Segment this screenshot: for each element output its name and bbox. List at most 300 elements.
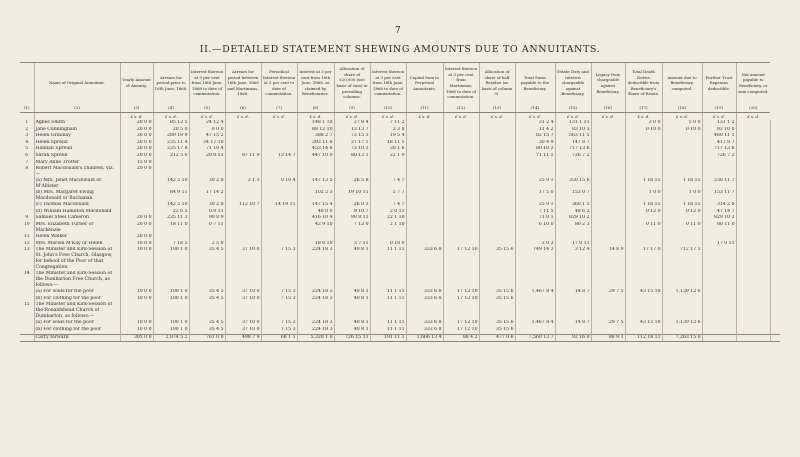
- amount-cell: 20 0 0: [120, 222, 153, 234]
- amount-cell: [189, 302, 225, 320]
- amount-cell: [334, 234, 370, 241]
- annuitant-name: Mrs. Elizabeth Turner or Mackenzie: [34, 222, 120, 234]
- amount-cell: [225, 271, 261, 289]
- amount-cell: [443, 222, 479, 234]
- amount-cell: [770, 289, 780, 296]
- amount-cell: [591, 127, 625, 134]
- amount-cell: [555, 302, 591, 320]
- amount-cell: 9 10 7: [334, 209, 370, 216]
- amount-cell: [702, 302, 736, 320]
- amount-cell: 453 14 8: [297, 146, 334, 153]
- amount-cell: [591, 153, 625, 160]
- column-header: [20, 63, 34, 104]
- amount-cell: [406, 178, 443, 190]
- amount-cell: 1,467 8 4: [515, 320, 555, 327]
- amount-cell: [479, 178, 515, 190]
- amount-cell: [736, 178, 770, 190]
- amount-cell: [406, 271, 443, 289]
- column-header: Further Trust Expenses deductible.: [702, 63, 736, 104]
- amount-cell: [625, 241, 662, 248]
- total-amount: 191 11 1: [370, 334, 406, 342]
- amount-cell: [443, 215, 479, 222]
- row-number: 1: [25, 120, 29, 125]
- amount-cell: 90 8 9: [189, 215, 225, 222]
- column-header: Net amount payable to Beneficiary, or sum computed.: [736, 63, 770, 104]
- amount-cell: 88 12 10: [297, 127, 334, 134]
- amount-cell: 42 9 10: [297, 222, 334, 234]
- amount-cell: [225, 160, 261, 167]
- column-number: (18): [662, 103, 702, 113]
- column-number: (11): [406, 103, 443, 113]
- column-number: (2): [34, 103, 120, 113]
- amount-cell: 1,139 12 6: [662, 320, 702, 327]
- amount-cell: 10 0 0: [120, 247, 153, 271]
- amount-cell: [662, 160, 702, 167]
- amount-cell: [625, 160, 662, 167]
- amount-cell: [406, 302, 443, 320]
- amount-cell: 142 5 10: [153, 202, 189, 209]
- amount-cell: [261, 140, 297, 147]
- amount-cell: 3 12 4: [555, 247, 591, 271]
- amount-cell: [736, 241, 770, 248]
- annuitant-name: (b) Mrs. Margaret Ewing Macdonald or Buchanan: [34, 190, 120, 202]
- amount-cell: [225, 120, 261, 127]
- amount-cell: 7 15 3: [261, 327, 297, 334]
- amount-cell: 37 10 0: [225, 296, 261, 303]
- amount-cell: 20 0 0: [120, 140, 153, 147]
- amount-cell: 14 8 9: [591, 247, 625, 271]
- amount-cell: 30 2 0: [189, 202, 225, 209]
- amount-cell: 80 2 3: [555, 222, 591, 234]
- amount-cell: 35 15 6: [479, 289, 515, 296]
- amount-cell: [702, 247, 736, 271]
- amount-cell: [406, 190, 443, 202]
- annuitant-name: (a) For souls for the poor: [34, 320, 120, 327]
- amount-cell: [225, 140, 261, 147]
- amount-cell: [770, 146, 780, 153]
- amount-cell: [261, 127, 297, 134]
- amount-cell: [261, 133, 297, 140]
- amount-cell: [479, 241, 515, 248]
- amount-cell: 11 4 2: [515, 127, 555, 134]
- amount-cell: [591, 215, 625, 222]
- amount-cell: 17 0 11: [702, 241, 736, 248]
- amount-cell: 10 0 0: [120, 320, 153, 327]
- amount-cell: 25 9 1: [515, 178, 555, 190]
- currency-units: £ s. d.: [702, 113, 736, 121]
- amount-cell: [591, 133, 625, 140]
- amount-cell: [770, 327, 780, 334]
- amount-cell: [662, 296, 702, 303]
- amount-cell: 80 10 3: [515, 146, 555, 153]
- amount-cell: 46 0 0: [297, 209, 334, 216]
- currency-units: £ s. d.: [120, 113, 153, 121]
- column-number: (20): [736, 103, 770, 113]
- currency-units: £ s. d.: [625, 113, 662, 121]
- currency-units: £ s. d.: [662, 113, 702, 121]
- amount-cell: [591, 241, 625, 248]
- row-number: [20, 209, 34, 216]
- amount-cell: [736, 127, 770, 134]
- annuitant-name: (b) For clothing for the poor: [34, 327, 120, 334]
- table-row: [20, 190, 780, 202]
- row-number: 13: [23, 247, 30, 253]
- amount-cell: 147 15 4: [297, 202, 334, 209]
- amount-cell: [443, 209, 479, 216]
- amount-cell: [261, 234, 297, 241]
- amount-cell: [702, 234, 736, 241]
- amount-cell: [736, 190, 770, 202]
- amount-cell: 235 11 4: [153, 140, 189, 147]
- amount-cell: [736, 120, 770, 127]
- amount-cell: 7 15 3: [261, 296, 297, 303]
- amount-cell: 333 6 8: [406, 247, 443, 271]
- amount-cell: 131 1 11: [555, 120, 591, 127]
- amount-cell: 18 0 10: [297, 241, 334, 248]
- amount-cell: 0 0 0: [189, 127, 225, 134]
- amount-cell: [443, 120, 479, 127]
- amount-cell: [770, 202, 780, 209]
- table-row: [20, 133, 780, 140]
- amount-cell: [770, 153, 780, 160]
- amount-cell: 35 4 5: [189, 247, 225, 271]
- currency-units: £ s. d.: [479, 113, 515, 121]
- amount-cell: 5 7 7: [370, 190, 406, 202]
- amount-cell: 35 4 5: [189, 327, 225, 334]
- amount-cell: [736, 160, 770, 167]
- amount-cell: 0 0 11: [189, 209, 225, 216]
- amount-cell: 350 15 6: [555, 178, 591, 190]
- amount-cell: 19 5 4: [370, 133, 406, 140]
- amount-cell: 17 14 2: [189, 190, 225, 202]
- amount-cell: [625, 166, 662, 178]
- amount-cell: 100 1 0: [153, 320, 189, 327]
- column-number: (4): [153, 103, 189, 113]
- amount-cell: 10 0 0: [120, 296, 153, 303]
- amount-cell: 17 17 0: [625, 247, 662, 271]
- amount-cell: [406, 215, 443, 222]
- amount-cell: [479, 234, 515, 241]
- table-row: [20, 178, 780, 190]
- amount-cell: [662, 166, 702, 178]
- amount-cell: [591, 140, 625, 147]
- currency-units: £ s. d.: [225, 113, 261, 121]
- annuitant-name: Mrs. Marion M'Kay or Helen: [34, 241, 120, 248]
- column-number: (1): [20, 103, 34, 113]
- amount-cell: [662, 327, 702, 334]
- amount-cell: 71 0 1: [515, 215, 555, 222]
- amount-cell: 7 4 7: [370, 178, 406, 190]
- amount-cell: [406, 241, 443, 248]
- amount-cell: [515, 302, 555, 320]
- amount-cell: 147 13 5: [297, 178, 334, 190]
- amount-cell: 712 17 3: [662, 247, 702, 271]
- amount-cell: [443, 234, 479, 241]
- amount-cell: 0 10 0: [625, 127, 662, 134]
- amount-cell: [736, 296, 770, 303]
- amount-cell: 2 5 0: [189, 241, 225, 248]
- amount-cell: 0 18 0: [370, 241, 406, 248]
- column-header: Total Sums payable to the Beneficiary.: [515, 63, 555, 104]
- amount-cell: 3 7 11: [334, 241, 370, 248]
- annuitant-name: The Minister and Kirk-Session of St. John's Free Church, Glasgow, for behoof of the Poor of that Congregation: [34, 247, 120, 271]
- amount-cell: [297, 302, 334, 320]
- amount-cell: [261, 160, 297, 167]
- amount-cell: 18 11 0: [153, 222, 189, 234]
- amount-cell: [625, 153, 662, 160]
- table-row: [20, 271, 780, 289]
- annuitant-name: The Minister and Kirk-Session of the Ronaldshead Church of Dumbarton, as follows:—: [34, 302, 120, 320]
- currency-units: £ s. d.: [591, 113, 625, 121]
- amount-cell: [120, 202, 153, 209]
- amount-cell: 20 0 0: [120, 234, 153, 241]
- amount-cell: [443, 133, 479, 140]
- amount-cell: [555, 234, 591, 241]
- amount-cell: [770, 302, 780, 320]
- amount-cell: 80 13 1: [334, 153, 370, 160]
- amount-cell: [479, 146, 515, 153]
- amount-cell: [120, 209, 153, 216]
- amount-cell: [555, 160, 591, 167]
- amount-cell: [479, 302, 515, 320]
- amount-cell: 7 12 0: [334, 222, 370, 234]
- amount-cell: [443, 271, 479, 289]
- amount-cell: [479, 209, 515, 216]
- amount-cell: [702, 320, 736, 327]
- amount-cell: 142 5 10: [153, 178, 189, 190]
- column-header: Interest at 3 per cent from 16th June, 1868, as claimed by Beneficiaries.: [297, 63, 334, 104]
- amount-cell: 35 4 5: [189, 320, 225, 327]
- total-amount: 305 0 0: [120, 334, 153, 342]
- amount-cell: 20 0 0: [120, 120, 153, 127]
- amount-cell: 224 18 3: [297, 247, 334, 271]
- amount-cell: 20 0 0: [120, 153, 153, 160]
- amount-cell: [591, 146, 625, 153]
- amount-cell: 35 15 6: [479, 247, 515, 271]
- currency-units: £ s. d.: [334, 113, 370, 121]
- amount-cell: [225, 302, 261, 320]
- amount-cell: 40 8 1: [334, 327, 370, 334]
- amount-cell: 27 8 4: [334, 120, 370, 127]
- amount-cell: [770, 241, 780, 248]
- amount-cell: 3 3 8: [370, 127, 406, 134]
- amount-cell: [770, 190, 780, 202]
- amount-cell: [120, 190, 153, 202]
- row-number: [20, 320, 34, 327]
- column-number: (17): [625, 103, 662, 113]
- amount-cell: 83 10 3: [555, 127, 591, 134]
- table-row: [20, 222, 780, 234]
- column-header: Name of Original Annuitant.: [34, 63, 120, 104]
- amount-cell: 13 14 7: [261, 153, 297, 160]
- amount-cell: 829 10 2: [555, 215, 591, 222]
- amount-cell: [261, 146, 297, 153]
- total-amount: 477 0 6: [479, 334, 515, 342]
- amount-cell: 14 8 7: [555, 289, 591, 296]
- table-row: [20, 127, 780, 134]
- amount-cell: [406, 133, 443, 140]
- table-row: [20, 153, 780, 160]
- amount-cell: 13 13 7: [334, 127, 370, 134]
- column-number: (7): [261, 103, 297, 113]
- amount-cell: 25 9 1: [515, 202, 555, 209]
- currency-units: £ s. d.: [406, 113, 443, 121]
- amount-cell: [736, 320, 770, 327]
- amount-cell: [443, 190, 479, 202]
- amount-cell: 20 0 0: [120, 166, 153, 178]
- amount-cell: [225, 146, 261, 153]
- row-number: [20, 296, 34, 303]
- amount-cell: 37 10 0: [225, 320, 261, 327]
- amount-cell: 3 0 0: [625, 120, 662, 127]
- table-row: [20, 140, 780, 147]
- amount-cell: [261, 215, 297, 222]
- total-amount: 7,263 15 0: [662, 334, 702, 342]
- total-row: [20, 334, 780, 342]
- amount-cell: 80 11 0: [702, 222, 736, 234]
- amount-cell: 17 5 0: [515, 190, 555, 202]
- column-header: Interest thereon at 3 per cent from Martinmas, 1868 to date of commutation.: [443, 63, 479, 104]
- row-number: 11: [23, 233, 30, 239]
- amount-cell: [515, 234, 555, 241]
- amount-cell: [736, 247, 770, 271]
- amount-cell: [370, 234, 406, 241]
- total-amount: 112 18 11: [625, 334, 662, 342]
- document-title: II.—DETAILED STATEMENT SHEWING AMOUNTS DUE TO ANNUITANTS.: [199, 44, 601, 55]
- table-header: [20, 63, 780, 121]
- annuitants-table: [20, 62, 780, 342]
- amount-cell: 35 4 5: [189, 289, 225, 296]
- amount-cell: 717 13 6: [702, 146, 736, 153]
- amount-cell: 717 13 6: [555, 146, 591, 153]
- amount-cell: 1 16 11: [662, 178, 702, 190]
- amount-cell: 35 15 6: [479, 327, 515, 334]
- amount-cell: 416 10 4: [297, 215, 334, 222]
- column-number: (8): [297, 103, 334, 113]
- amount-cell: 11 1 11: [370, 320, 406, 327]
- amount-cell: [662, 215, 702, 222]
- amount-cell: [225, 234, 261, 241]
- amount-cell: 20 0 0: [120, 127, 153, 134]
- amount-cell: [153, 166, 189, 178]
- amount-cell: 147 8 7: [555, 140, 591, 147]
- amount-cell: [591, 234, 625, 241]
- amount-cell: [443, 153, 479, 160]
- amount-cell: [261, 302, 297, 320]
- amount-cell: [334, 160, 370, 167]
- amount-cell: [662, 140, 702, 147]
- amount-cell: 27 17 1: [334, 140, 370, 147]
- amount-cell: 224 18 3: [297, 320, 334, 327]
- amount-cell: [261, 166, 297, 178]
- amount-cell: [479, 222, 515, 234]
- currency-units: £ s. d.: [443, 113, 479, 121]
- amount-cell: [591, 120, 625, 127]
- amount-cell: 87 11 9: [225, 153, 261, 160]
- row-number: 4: [25, 139, 29, 145]
- column-header: Total Death Duties deductible from Beneficiary's Share of Estate.: [625, 63, 662, 104]
- amount-cell: [702, 289, 736, 296]
- amount-cell: 153 0 7: [555, 190, 591, 202]
- amount-cell: [591, 327, 625, 334]
- amount-cell: [406, 153, 443, 160]
- amount-cell: 1 16 11: [662, 202, 702, 209]
- amount-cell: [225, 190, 261, 202]
- total-amount: [702, 334, 736, 342]
- amount-cell: 0 7 11: [189, 222, 225, 234]
- table-row: [20, 160, 780, 167]
- amount-cell: 393 11 8: [297, 140, 334, 147]
- amount-cell: 0 10 4: [261, 178, 297, 190]
- amount-cell: [153, 302, 189, 320]
- amount-cell: [189, 234, 225, 241]
- amount-cell: [479, 120, 515, 127]
- amount-cell: 2 1 10: [370, 222, 406, 234]
- amount-cell: [736, 289, 770, 296]
- amount-cell: 3 0 3: [515, 241, 555, 248]
- amount-cell: 0 11 0: [662, 222, 702, 234]
- amount-cell: 11 1 11: [370, 296, 406, 303]
- total-amount: 68 1 1: [261, 334, 297, 342]
- amount-cell: 48 6 2: [555, 209, 591, 216]
- amount-cell: 20 5 0: [153, 127, 189, 134]
- amount-cell: [770, 234, 780, 241]
- amount-cell: [443, 302, 479, 320]
- amount-cell: [370, 160, 406, 167]
- amount-cell: 14 19 11: [261, 202, 297, 209]
- table-row: [20, 296, 780, 303]
- total-amount: 498 7 9: [225, 334, 261, 342]
- amount-cell: [736, 222, 770, 234]
- amount-cell: 7 15 3: [261, 289, 297, 296]
- column-header: Yearly Amount of Annuity.: [120, 63, 153, 104]
- table-row: [20, 215, 780, 222]
- amount-cell: [225, 166, 261, 178]
- row-number: [20, 202, 34, 209]
- amount-cell: 37 10 0: [225, 289, 261, 296]
- amount-cell: 100 1 0: [153, 296, 189, 303]
- amount-cell: [555, 166, 591, 178]
- amount-cell: 333 6 8: [406, 296, 443, 303]
- annuitant-name: Sarah Spreull: [34, 153, 120, 160]
- total-number-blank: [20, 334, 34, 342]
- amount-cell: [443, 127, 479, 134]
- total-amount: 761 0 0: [189, 334, 225, 342]
- amount-cell: [297, 271, 334, 289]
- amount-cell: [479, 127, 515, 134]
- row-number: 5: [25, 146, 29, 152]
- amount-cell: [479, 202, 515, 209]
- amount-cell: [153, 234, 189, 241]
- table-row: [20, 234, 780, 241]
- amount-cell: [334, 271, 370, 289]
- amount-cell: [736, 215, 770, 222]
- row-number: [20, 289, 34, 296]
- amount-cell: 40 8 1: [334, 296, 370, 303]
- amount-cell: [297, 160, 334, 167]
- amount-cell: 726 7 2: [702, 153, 736, 160]
- amount-cell: 148 1 10: [297, 120, 334, 127]
- amount-cell: [120, 178, 153, 190]
- amount-cell: 20 0 0: [120, 215, 153, 222]
- amount-cell: [736, 209, 770, 216]
- annuitant-name: (a) For souls for the poor: [34, 289, 120, 296]
- amount-cell: [625, 271, 662, 289]
- amount-cell: 47 15 2: [189, 133, 225, 140]
- total-amount: 7,560 13 7: [515, 334, 555, 342]
- amount-cell: 7 4 7: [370, 202, 406, 209]
- amount-cell: 14 8 7: [555, 320, 591, 327]
